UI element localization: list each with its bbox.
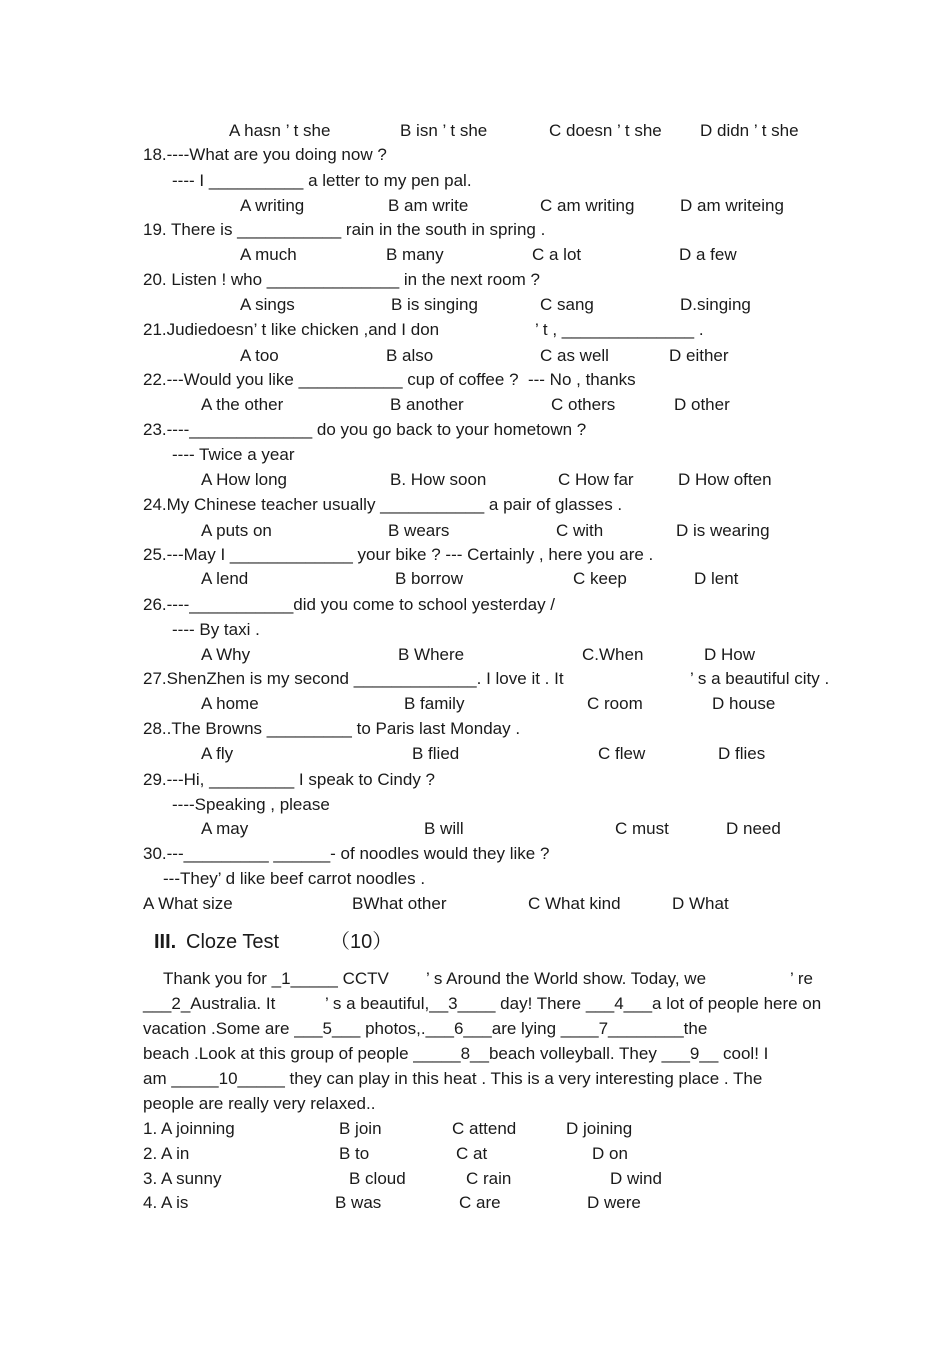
passage-line-4: beach .Look at this group of people _____8__beach volleyball. They ___9__ cool! I (143, 1044, 769, 1063)
q28-option-a: A fly (201, 744, 234, 763)
q26-option-c: C.When (582, 645, 644, 664)
q21-stem: 21.Judiedoesn’ t like chicken ,and I don (143, 320, 440, 339)
q27-option-d: D house (712, 694, 776, 713)
cloze4-option-b: B was (335, 1193, 382, 1212)
q29-line2: ----Speaking , please (172, 795, 330, 814)
q29-option-a: A may (201, 819, 249, 838)
q30-option-c: C What kind (528, 894, 621, 913)
q25-option-d: D lent (694, 569, 739, 588)
section-score: （10） (330, 931, 393, 953)
q22-stem: 22.---Would you like ___________ cup of coffee ? --- No , thanks (143, 370, 636, 389)
q17-option-a: A hasn ’ t she (229, 121, 331, 140)
q21-option-a: A too (240, 346, 279, 365)
q24-option-d: D is wearing (676, 521, 770, 540)
q17-option-d: D didn ’ t she (700, 121, 799, 140)
q23-option-c: C How far (558, 470, 634, 489)
q20-stem: 20. Listen ! who ______________ in the next room ? (143, 270, 540, 289)
q17-option-b: B isn ’ t she (400, 121, 488, 140)
q19-option-c: C a lot (532, 245, 582, 264)
q24-stem: 24.My Chinese teacher usually ___________ a pair of glasses . (143, 495, 623, 514)
cloze1-option-d: D joining (566, 1119, 633, 1138)
passage-line-5: am _____10_____ they can play in this heat . This is a very interesting place . The (143, 1069, 763, 1088)
q18-option-a: A writing (240, 196, 305, 215)
cloze2-option-b: B to (339, 1144, 370, 1163)
q20-option-a: A sings (240, 295, 295, 314)
cloze3-option-c: C rain (466, 1169, 512, 1188)
cloze2-option-a: 2. A in (143, 1144, 190, 1163)
q26-stem: 26.----___________did you come to school yesterday / (143, 595, 556, 614)
q21-option-b: B also (386, 346, 434, 365)
q29-option-c: C must (615, 819, 669, 838)
passage-line-1c: ’ re (790, 969, 813, 988)
q27-option-a: A home (201, 694, 259, 713)
q30-stem: 30.---_________ ______- of noodles would they like ? (143, 844, 550, 863)
q17-option-c: C doesn ’ t she (549, 121, 662, 140)
cloze3-option-a: 3. A sunny (143, 1169, 222, 1188)
q30-option-a: A What size (143, 894, 233, 913)
q22-option-b: B another (390, 395, 464, 414)
q19-option-d: D a few (679, 245, 737, 264)
q30-option-d: D What (672, 894, 729, 913)
q24-option-c: C with (556, 521, 604, 540)
q27-option-b: B family (404, 694, 465, 713)
q29-option-d: D need (726, 819, 781, 838)
q18-option-b: B am write (388, 196, 469, 215)
q29-option-b: B will (424, 819, 464, 838)
q21-option-c: C as well (540, 346, 609, 365)
q28-stem: 28..The Browns _________ to Paris last Monday . (143, 719, 521, 738)
passage-line-2b: ’ s a beautiful,__3____ day! There ___4___a lot of people here on (325, 994, 822, 1013)
passage-line-1a: Thank you for _1_____ CCTV (163, 969, 389, 988)
passage-line-1b: ’ s Around the World show. Today, we (426, 969, 707, 988)
cloze3-option-d: D wind (610, 1169, 662, 1188)
q25-option-a: A lend (201, 569, 249, 588)
q20-option-c: C sang (540, 295, 594, 314)
q25-stem: 25.---May I _____________ your bike ? --- Certainly , here you are . (143, 545, 654, 564)
q23-line2: ---- Twice a year (172, 445, 295, 464)
q19-option-b: B many (386, 245, 444, 264)
q28-option-b: B flied (412, 744, 460, 763)
q27-option-c: C room (587, 694, 643, 713)
passage-line-6: people are really very relaxed.. (143, 1094, 376, 1113)
cloze4-option-d: D were (587, 1193, 641, 1212)
q21-option-d: D either (669, 346, 729, 365)
q30-line2: ---They’ d like beef carrot noodles . (163, 869, 426, 888)
q23-option-d: D How often (678, 470, 772, 489)
q18-line2: ---- I __________ a letter to my pen pal. (172, 171, 472, 190)
cloze1-option-a: 1. A joinning (143, 1119, 235, 1138)
q21-stem-cont: ’ t , ______________ . (535, 320, 704, 339)
q18-stem: 18.----What are you doing now ? (143, 145, 387, 164)
passage-line-3: vacation .Some are ___5___ photos,.___6___are lying ____7________the (143, 1019, 708, 1038)
q23-option-b: B. How soon (390, 470, 487, 489)
q22-option-a: A the other (201, 395, 284, 414)
q28-option-c: C flew (598, 744, 646, 763)
q22-option-d: D other (674, 395, 730, 414)
q19-option-a: A much (240, 245, 297, 264)
q26-line2: ---- By taxi . (172, 620, 260, 639)
q26-option-a: A Why (201, 645, 251, 664)
q28-option-d: D flies (718, 744, 766, 763)
q18-option-c: C am writing (540, 196, 635, 215)
q19-stem: 19. There is ___________ rain in the south in spring . (143, 220, 546, 239)
q30-option-b: BWhat other (352, 894, 447, 913)
q23-option-a: A How long (201, 470, 287, 489)
section-title: Cloze Test (186, 931, 280, 953)
q25-option-b: B borrow (395, 569, 464, 588)
passage-line-2a: ___2_Australia. It (143, 994, 276, 1013)
cloze4-option-a: 4. A is (143, 1193, 189, 1212)
q27-stem: 27.ShenZhen is my second _____________. I love it . It (143, 669, 564, 688)
cloze1-option-c: C attend (452, 1119, 517, 1138)
q25-option-c: C keep (573, 569, 627, 588)
q20-option-b: B is singing (391, 295, 478, 314)
cloze1-option-b: B join (339, 1119, 382, 1138)
section-numeral: III. (154, 931, 177, 953)
cloze2-option-c: C at (456, 1144, 488, 1163)
q27-stem-cont: ’ s a beautiful city . (690, 669, 830, 688)
cloze2-option-d: D on (592, 1144, 628, 1163)
cloze4-option-c: C are (459, 1193, 501, 1212)
cloze3-option-b: B cloud (349, 1169, 406, 1188)
q22-option-c: C others (551, 395, 616, 414)
q26-option-d: D How (704, 645, 756, 664)
q29-stem: 29.---Hi, _________ I speak to Cindy ? (143, 770, 436, 789)
q26-option-b: B Where (398, 645, 465, 664)
q20-option-d: D.singing (680, 295, 751, 314)
q18-option-d: D am writeing (680, 196, 784, 215)
q24-option-a: A puts on (201, 521, 272, 540)
q23-stem: 23.----_____________ do you go back to your hometown ? (143, 420, 587, 439)
q24-option-b: B wears (388, 521, 450, 540)
